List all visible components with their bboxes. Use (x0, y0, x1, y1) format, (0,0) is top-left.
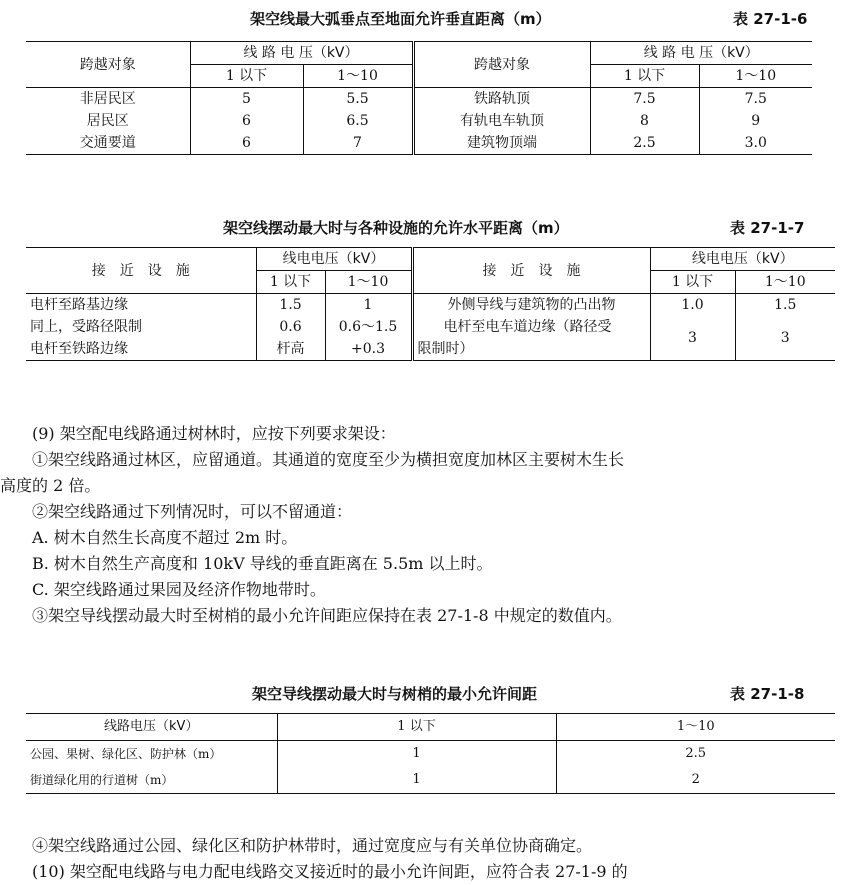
table1-header-voltage-right: 线 路 电 压（kV） (590, 42, 812, 65)
table2-sub-1-10: 1～10 (325, 271, 412, 294)
table-row (26, 767, 835, 794)
paragraph: (9) 架空配电线路通过树林时，应按下列要求架设： (32, 424, 396, 443)
table1-sub-1-10-right: 1～10 (699, 65, 812, 88)
table-cell: 1.5 (256, 294, 325, 317)
table-cell: 6.5 (303, 110, 413, 132)
table2-header-facility: 接 近 设 施 (26, 248, 256, 294)
paragraph: (10) 架空配电线路与电力配电线路交叉接近时的最小允许间距，应符合表 27-1-9 的 (32, 862, 628, 881)
table-cell: 8 (590, 110, 699, 132)
table-cell: 外侧导线与建筑物的凸出物 (412, 294, 650, 317)
table1-sub-le1-right: 1 以下 (590, 65, 699, 88)
table-cell: 电杆至路基边缘 (30, 297, 128, 313)
table-cell: 铁路轨顶 (413, 88, 590, 111)
paragraph: ①架空线路通过林区，应留通道。其通道的宽度至少为横担宽度加林区主要树木生长 (32, 450, 625, 469)
table-cell: 交通要道 (79, 135, 136, 151)
paragraph: 高度的 2 倍。 (0, 476, 101, 495)
table2-header-facility-right: 接 近 设 施 (412, 248, 650, 294)
table-cell: 1 (277, 741, 556, 768)
table3-header-le1: 1 以下 (277, 714, 556, 741)
table-cell: 2.5 (556, 741, 835, 768)
table2 (26, 247, 835, 361)
table-cell (256, 316, 325, 361)
table3 (26, 713, 835, 794)
table-cell: 3 (735, 316, 835, 361)
table-cell: 9 (699, 110, 812, 132)
body-text-block-2 (0, 833, 845, 885)
table-cell (26, 316, 256, 361)
table3-header-voltage: 线路电压（kV） (26, 714, 277, 741)
table-cell: 非居民区 (79, 91, 136, 107)
table1-sub-1-10: 1～10 (303, 65, 413, 88)
table1 (26, 41, 812, 155)
table-row (26, 714, 835, 741)
table3-title: 架空导线摆动最大时与树梢的最小允许间距 (252, 685, 538, 703)
table-cell-line: 电杆至电车道边缘（路径受 (443, 319, 612, 335)
paragraph: C. 架空线路通过果园及经济作物地带时。 (32, 580, 326, 599)
table1-header-voltage: 线 路 电 压（kV） (190, 42, 413, 65)
table-cell-line: 电杆至铁路边缘 (30, 341, 128, 357)
table-cell: 7 (303, 132, 413, 155)
table1-sub-le1: 1 以下 (190, 65, 303, 88)
table1-caption (0, 8, 865, 28)
table-cell-line: +0.3 (351, 341, 385, 357)
table-cell: 3.0 (699, 132, 812, 155)
table-cell: 1 (325, 294, 412, 317)
table-cell: 公园、果树、绿化区、防护林（m） (30, 747, 222, 761)
table-row (26, 316, 835, 361)
table-cell-line: 0.6 (279, 319, 302, 335)
body-text-block-1 (0, 421, 845, 629)
table-row (26, 248, 835, 271)
paragraph: ④架空线路通过公园、绿化区和防护林带时，通过宽度应与有关单位协商确定。 (32, 836, 593, 855)
table2-sub-le1: 1 以下 (256, 271, 325, 294)
table-cell: 1 (277, 767, 556, 794)
table-row (26, 110, 812, 132)
table3-number: 表 27-1-8 (730, 685, 805, 703)
table-row (26, 42, 812, 65)
table-cell: 居民区 (86, 113, 129, 129)
table-cell: 5 (190, 88, 303, 111)
table-cell: 6 (190, 132, 303, 155)
table1-header-cross-object-right: 跨越对象 (413, 42, 590, 88)
table2-sub-1-10-right: 1～10 (735, 271, 835, 294)
table2-sub-le1-right: 1 以下 (650, 271, 735, 294)
table-cell (412, 316, 650, 361)
table-cell: 7.5 (590, 88, 699, 111)
table-row (26, 294, 835, 317)
table1-header-cross-object: 跨越对象 (26, 42, 190, 88)
table1-number: 表 27-1-6 (733, 10, 808, 28)
table-cell: 1.0 (650, 294, 735, 317)
table-cell: 3 (650, 316, 735, 361)
table-row (26, 132, 812, 155)
table-cell: 7.5 (699, 88, 812, 111)
table-cell-line: 0.6～1.5 (338, 319, 398, 335)
table3-header-1-10: 1～10 (556, 714, 835, 741)
table-cell: 5.5 (303, 88, 413, 111)
table-cell-line: 杆高 (276, 341, 305, 357)
paragraph: B. 树木自然生产高度和 10kV 导线的垂直距离在 5.5m 以上时。 (32, 554, 493, 573)
table1-title: 架空线最大弧垂点至地面允许垂直距离（m） (250, 10, 551, 28)
table-cell (325, 316, 412, 361)
table-cell: 2 (556, 767, 835, 794)
paragraph: ③架空导线摆动最大时至树梢的最小允许间距应保持在表 27-1-8 中规定的数值内。 (32, 606, 622, 625)
table-cell: 1.5 (735, 294, 835, 317)
table-cell-line: 同上，受路径限制 (30, 319, 142, 335)
table2-header-voltage-right: 线电电压（kV） (650, 248, 835, 271)
table3-caption (0, 683, 865, 703)
table2-title: 架空线摆动最大时与各种设施的允许水平距离（m） (223, 219, 569, 237)
table2-caption (0, 217, 865, 237)
table-row (26, 741, 835, 768)
paragraph: ②架空线路通过下列情况时，可以不留通道： (32, 502, 353, 521)
table2-header-voltage: 线电电压（kV） (256, 248, 412, 271)
table2-number: 表 27-1-7 (730, 219, 805, 237)
table-row (26, 88, 812, 111)
paragraph: A. 树木自然生长高度不超过 2m 时。 (32, 528, 298, 547)
table-cell: 6 (190, 110, 303, 132)
table-cell: 2.5 (590, 132, 699, 155)
table-cell: 街道绿化用的行道树（m） (30, 773, 174, 787)
table-cell-line: 限制时） (417, 341, 474, 357)
table-cell: 建筑物顶端 (413, 132, 590, 155)
table-cell: 有轨电车轨顶 (413, 110, 590, 132)
